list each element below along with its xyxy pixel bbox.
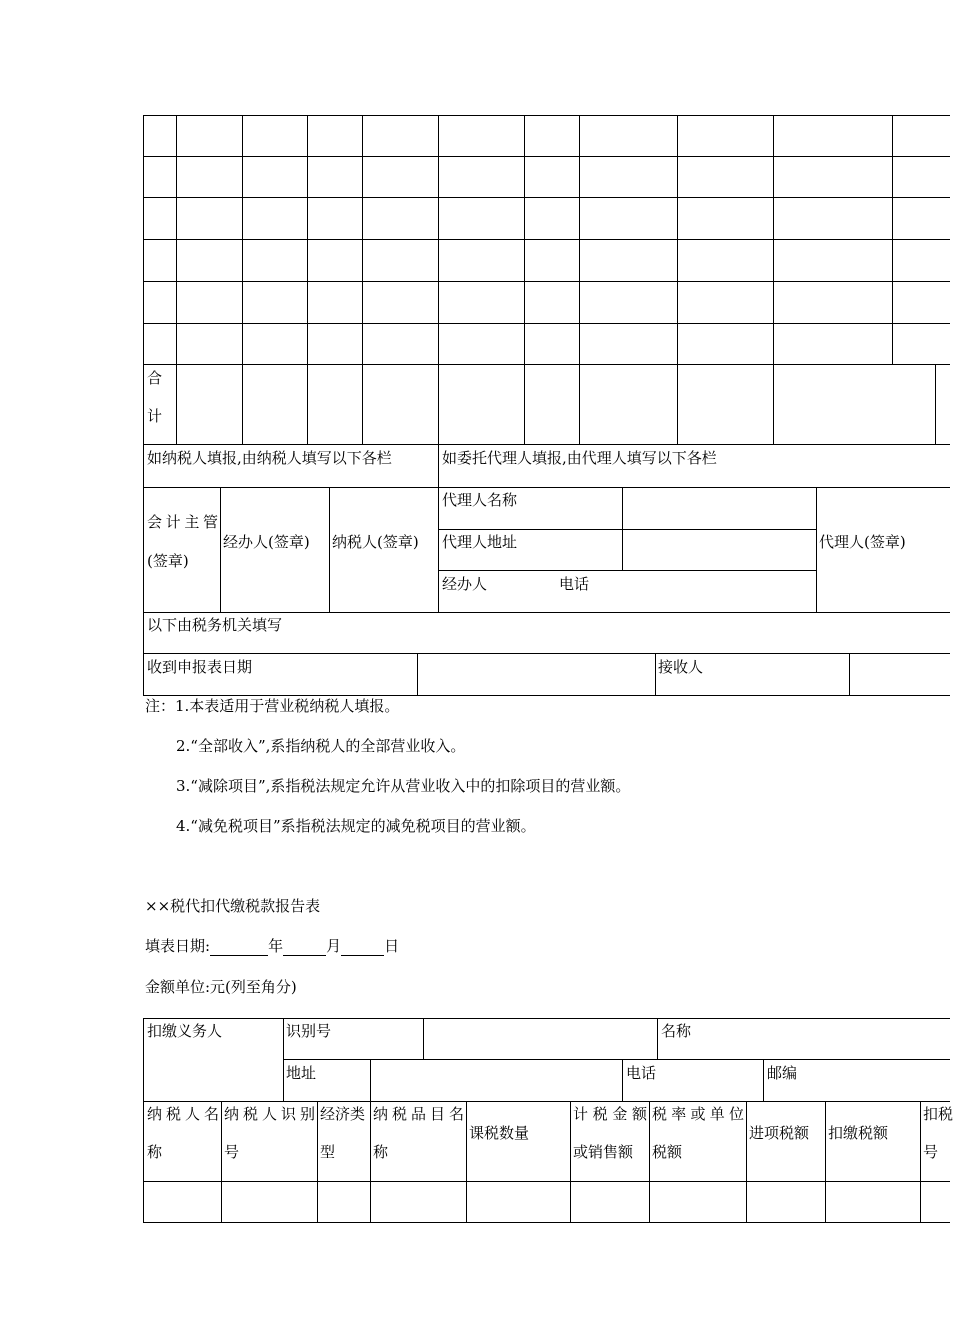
month-blank[interactable]: [283, 940, 326, 956]
agent-seal-label: 代理人(签章): [819, 533, 906, 551]
header-tax-number: 扣税: [923, 1105, 953, 1123]
note-3: 3.“减除项目”,系指税法规定允许从营业收入中的扣除项目的营业额。: [176, 777, 631, 795]
header-economic-type-2: 型: [320, 1143, 336, 1161]
header-withheld-tax: 扣缴税额: [828, 1124, 889, 1142]
id-no-label: 识别号: [286, 1022, 332, 1040]
taxpayer-seal-label: 纳税人(签章): [332, 533, 419, 551]
agent-fill-note: 如委托代理人填报,由代理人填写以下各栏: [442, 449, 717, 467]
header-tax-number-2: 号: [923, 1143, 939, 1161]
receiver-label: 接收人: [658, 658, 704, 676]
header-economic-type: 经济类: [320, 1105, 366, 1123]
header-taxable-amount: 计税金额: [573, 1105, 647, 1123]
year-label: 年: [268, 937, 284, 955]
handler-seal-label: 经办人(签章): [223, 533, 310, 551]
phone-label: 电话: [626, 1064, 657, 1082]
month-label: 月: [326, 937, 342, 955]
address-label: 地址: [286, 1064, 317, 1082]
header-taxpayer-id: 纳税人识别: [224, 1105, 315, 1123]
taxpayer-fill-note: 如纳税人填报,由纳税人填写以下各栏: [147, 449, 392, 467]
name-label: 名称: [661, 1022, 692, 1040]
accounting-supervisor-seal: (签章): [147, 552, 189, 570]
day-label: 日: [384, 937, 400, 955]
agent-phone-label: 电话: [559, 575, 590, 593]
agent-name-label: 代理人名称: [442, 491, 518, 509]
day-blank[interactable]: [341, 940, 384, 956]
header-tax-rate-2: 税额: [652, 1143, 683, 1161]
header-taxpayer-name-2: 称: [147, 1143, 163, 1161]
header-taxable-amount-2: 或销售额: [573, 1143, 634, 1161]
agent-address-label: 代理人地址: [442, 533, 518, 551]
header-taxpayer-id-2: 号: [224, 1143, 240, 1161]
postcode-label: 邮编: [767, 1064, 798, 1082]
note-2: 2.“全部收入”,系指纳税人的全部营业收入。: [176, 737, 466, 755]
amount-unit: 金额单位:元(列至角分): [145, 978, 297, 996]
header-input-tax: 进项税额: [749, 1124, 810, 1142]
header-taxpayer-name: 纳税人名: [147, 1105, 219, 1123]
accounting-supervisor-label: 会计主管: [147, 513, 218, 531]
note-1: 注：1.本表适用于营业税纳税人填报。: [145, 697, 400, 715]
header-tax-rate: 税率或单位: [652, 1105, 744, 1123]
total-label-1: 合: [147, 369, 163, 387]
header-tax-item-2: 称: [373, 1143, 389, 1161]
report-title: ××税代扣代缴税款报告表: [145, 897, 321, 915]
header-taxable-quantity: 课税数量: [469, 1124, 530, 1142]
fill-date-line: [145, 937, 399, 956]
received-date-label: 收到申报表日期: [147, 658, 253, 676]
header-tax-item: 纳税品目名: [373, 1105, 464, 1123]
withholder-label: 扣缴义务人: [147, 1022, 223, 1040]
tax-authority-note: 以下由税务机关填写: [147, 616, 283, 634]
fill-date-label: 填表日期:: [145, 937, 211, 955]
year-blank[interactable]: [210, 940, 268, 956]
note-4: 4.“减免税项目”系指税法规定的减免税项目的营业额。: [176, 817, 536, 835]
agent-handler-label: 经办人: [442, 575, 488, 593]
total-label-2: 计: [147, 407, 163, 425]
